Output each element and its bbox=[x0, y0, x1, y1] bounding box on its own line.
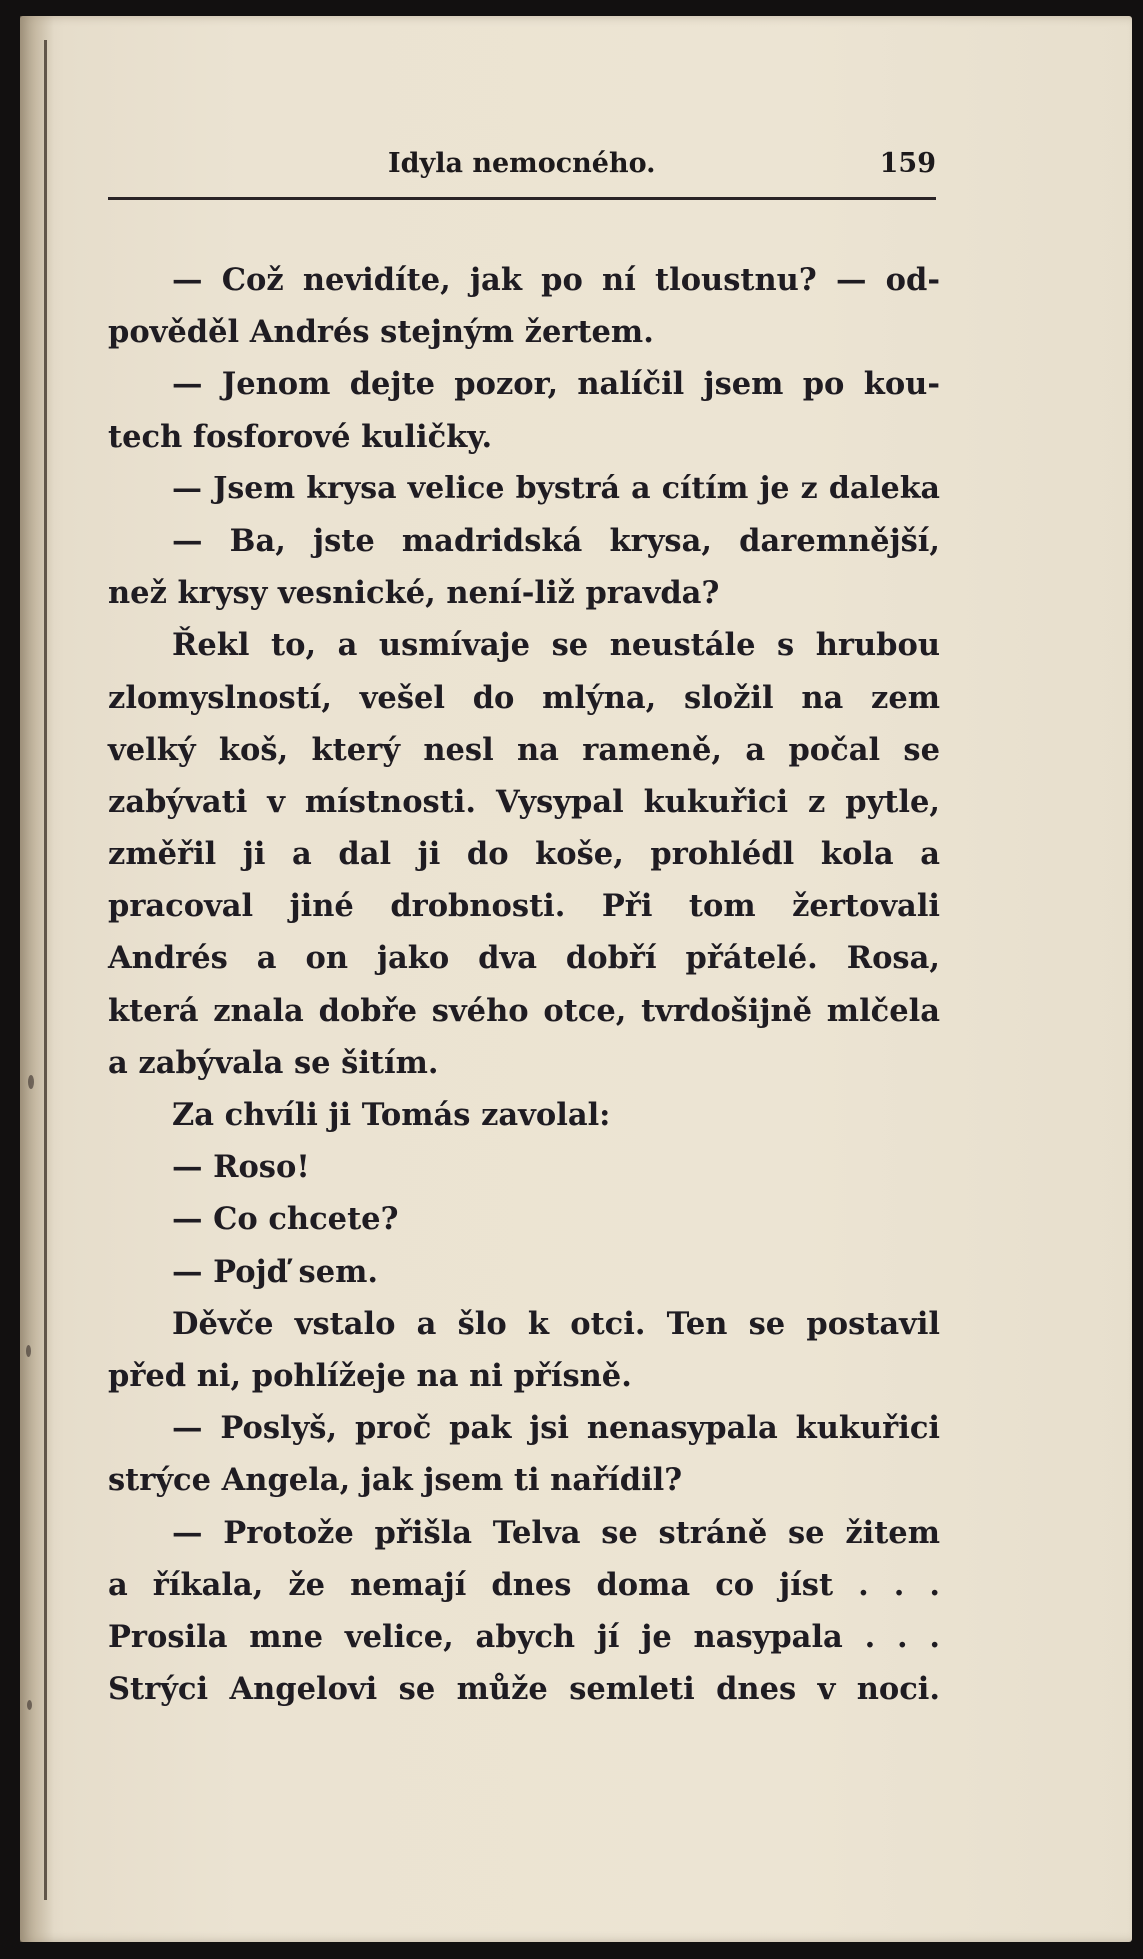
text-line: — Poslyš, proč pak jsi nenasypala kukuřici bbox=[172, 1410, 940, 1447]
text-line: a zabývala se šitím. bbox=[108, 1044, 439, 1081]
text-line: — Jenom dejte pozor, nalíčil jsem po kou- bbox=[172, 366, 940, 403]
header-rule bbox=[108, 197, 936, 200]
text-line: než krysy vesnické, není-liž pravda? bbox=[108, 575, 720, 612]
ink-speck bbox=[27, 1700, 32, 1710]
page-number: 159 bbox=[879, 148, 936, 179]
text-line: zlomyslností, vešel do mlýna, složil na zem bbox=[108, 679, 940, 716]
text-line: — Ba, jste madridská krysa, daremnější, bbox=[172, 522, 940, 559]
text-line: — Protože přišla Telva se stráně se žitem bbox=[172, 1514, 940, 1551]
ink-speck bbox=[26, 1345, 31, 1357]
text-line: strýce Angela, jak jsem ti nařídil? bbox=[108, 1462, 683, 1499]
text-line: velký koš, který nesl na rameně, a počal se bbox=[108, 731, 940, 768]
running-title: Idyla nemocného. bbox=[388, 148, 656, 179]
text-line: změřil ji a dal ji do koše, prohlédl kola a bbox=[108, 836, 940, 873]
text-line: Prosila mne velice, abych jí je nasypala . . . bbox=[108, 1618, 940, 1655]
text-line: která znala dobře svého otce, tvrdošijně mlčela bbox=[108, 992, 940, 1029]
text-line: — Co chcete? bbox=[172, 1201, 399, 1238]
text-line: Řekl to, a usmívaje se neustále s hrubou bbox=[172, 627, 940, 664]
text-line: a říkala, že nemají dnes doma co jíst . . . bbox=[108, 1566, 940, 1603]
text-line: Za chvíli ji Tomás zavolal: bbox=[172, 1097, 611, 1133]
text-line: — Pojď sem. bbox=[172, 1253, 379, 1290]
text-line: tech fosforové kuličky. bbox=[108, 418, 493, 455]
ink-speck bbox=[28, 1075, 34, 1089]
body-text bbox=[108, 254, 940, 1715]
text-line: — Což nevidíte, jak po ní tloustnu? — od- bbox=[172, 262, 940, 298]
text-line: před ni, pohlížeje na ni přísně. bbox=[108, 1357, 632, 1394]
text-line: — Roso! bbox=[172, 1149, 310, 1186]
text-line: pracoval jiné drobnosti. Při tom žertovali bbox=[108, 888, 940, 925]
running-header bbox=[108, 148, 936, 192]
spine-edge bbox=[44, 40, 47, 1900]
text-line: zabývati v místnosti. Vysypal kukuřici z pytle, bbox=[108, 783, 940, 820]
text-line: Andrés a on jako dva dobří přátelé. Rosa, bbox=[108, 940, 940, 977]
text-line: — Jsem krysa velice bystrá a cítím je z daleka bbox=[172, 470, 940, 506]
text-line: Strýci Angelovi se může semleti dnes v noci. bbox=[108, 1671, 940, 1708]
page-binding-shadow bbox=[20, 16, 54, 1942]
text-line: Děvče vstalo a šlo k otci. Ten se postavil bbox=[172, 1305, 940, 1342]
text-line: pověděl Andrés stejným žertem. bbox=[108, 314, 654, 351]
